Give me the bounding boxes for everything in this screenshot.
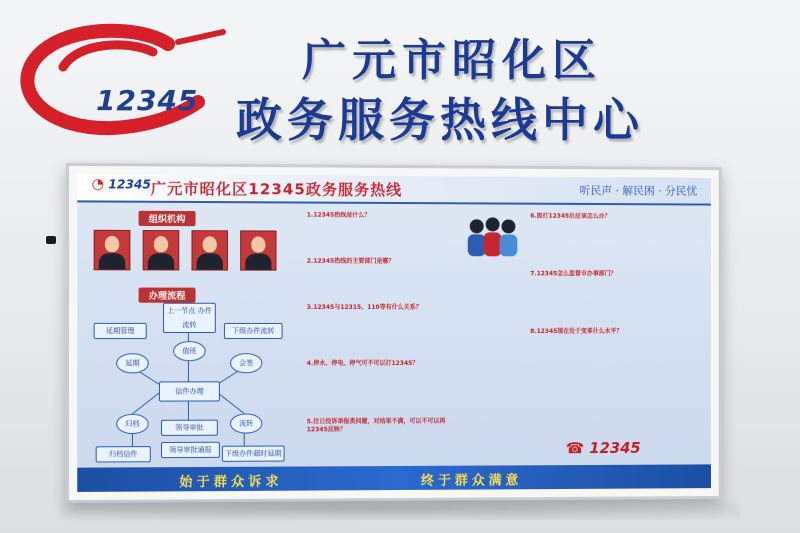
staff-photos: [94, 230, 287, 281]
flow-wait-node: 下级办件超时延期: [222, 445, 285, 461]
flow-archive-letter-node: 归档信件: [96, 446, 151, 462]
board-shadow: [60, 500, 740, 520]
people-illustration-icon: [463, 214, 523, 258]
flow-leader-node: 领导审批: [161, 420, 218, 436]
footer-slogan-left: 始于群众诉求: [179, 474, 283, 491]
footer-slogan-right: 终于群众满意: [420, 473, 523, 489]
staff-photo: [240, 230, 276, 270]
hotline-logo: [18, 22, 248, 140]
wall-title-line2: 政务服务热线中心: [236, 93, 644, 147]
faq-question-4: 4.停水、停电、停气可不可以打12345？: [306, 359, 419, 368]
phone-logo: [566, 439, 641, 457]
phone-icon: ☎: [565, 439, 585, 458]
flow-sign-node: 会签: [230, 353, 262, 373]
faq-question-6: 6.拨打12345后应该怎么办？: [530, 212, 611, 220]
flow-delay-node: 延期: [116, 353, 149, 373]
faq-question-8: 8.12345现在处于变革什么水平？: [530, 328, 623, 335]
wall-title-line1: 广元市昭化区: [302, 35, 602, 86]
faq-question-5: 5.往日投诉举报类问题，对结果不满，可以不可以再12345反映？: [306, 417, 446, 434]
flow-archive-node: 归档: [116, 414, 149, 434]
info-board: [66, 163, 722, 503]
flow-next-node: 下级办件流转: [224, 323, 283, 339]
flow-section-tag: 办理流程: [139, 288, 196, 303]
board-header: [77, 174, 711, 206]
flow-delay-mgmt-node: 延期管理: [94, 323, 147, 339]
flow-circulate-node: 流转: [230, 413, 262, 433]
faq-question-7: 7.12345怎么监督市办事部门？: [530, 270, 617, 278]
faq-column-right: [530, 213, 697, 432]
board-footer: [77, 464, 711, 492]
flow-approve-node: 领导审批通报: [161, 442, 220, 458]
faq-column-middle: [307, 212, 457, 473]
board-slogan: 听民声 · 解民困 · 分民忧: [579, 184, 698, 198]
board-logo-digits: 12345: [108, 177, 151, 192]
process-flowchart: [92, 301, 285, 463]
flow-duty-node: 值班: [173, 341, 206, 361]
staff-photo: [191, 230, 228, 270]
logo-digits: 12345: [96, 84, 199, 117]
faq-question-2: 2.12345热线的主要部门是哪？: [306, 257, 395, 265]
faq-question-1: 1.12345热线是什么？: [306, 211, 371, 219]
staff-photo: [94, 230, 131, 271]
flow-office-node: 信件办理: [159, 381, 220, 401]
board-logo-ring-icon: ◔: [91, 176, 105, 193]
board-logo: [92, 176, 151, 193]
hotline-logo-swoosh-icon: [18, 22, 248, 140]
staff-photo: [143, 230, 180, 270]
flow-top-node: 上一节点 办件流转: [163, 303, 216, 333]
org-section-tag: 组织机构: [139, 211, 196, 226]
board-panel: [77, 174, 711, 492]
faq-question-3: 3.12345与12315、110等有什么关系？: [306, 303, 422, 312]
wall-sticker: [46, 236, 56, 244]
board-title: 广元市昭化区12345政务服务热线: [150, 179, 403, 200]
phone-logo-digits: 12345: [589, 438, 641, 458]
